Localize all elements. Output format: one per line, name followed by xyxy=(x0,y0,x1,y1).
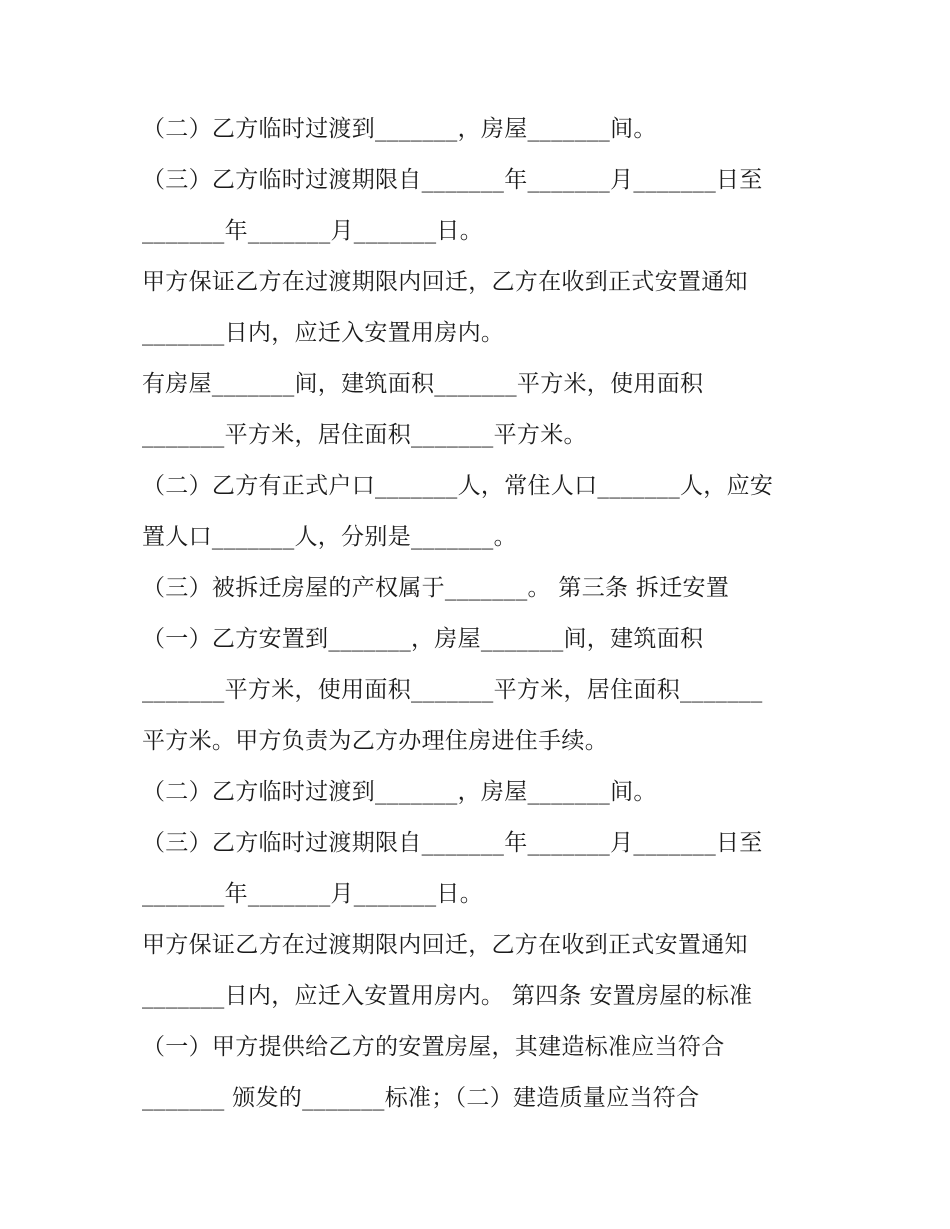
text-line: （二）乙方有正式户口_______人，常住人口_______人，应安 xyxy=(142,473,774,499)
document-body xyxy=(142,104,822,1124)
text-line: _______日内，应迁入安置用房内。 第四条 安置房屋的标准 xyxy=(142,983,753,1009)
text-line: 甲方保证乙方在过渡期限内回迁，乙方在收到正式安置通知 xyxy=(142,269,748,295)
text-line: _______年_______月_______日。 xyxy=(142,218,483,244)
text-line: _______平方米，居住面积_______平方米。 xyxy=(142,422,587,448)
text-line: 置人口_______人，分别是_______。 xyxy=(142,524,517,550)
text-line: _______日内，应迁入安置用房内。 xyxy=(142,320,505,346)
text-line: （二）乙方临时过渡到_______，房屋_______间。 xyxy=(142,779,657,805)
text-line: _______平方米，使用面积_______平方米，居住面积_______ xyxy=(142,677,763,703)
text-line: （三）被拆迁房屋的产权属于_______。 第三条 拆迁安置 xyxy=(142,575,730,601)
text-line: （三）乙方临时过渡期限自_______年_______月_______日至 xyxy=(142,830,763,856)
text-line: （一）甲方提供给乙方的安置房屋，其建造标准应当符合 xyxy=(142,1034,725,1060)
text-line: （二）乙方临时过渡到_______，房屋_______间。 xyxy=(142,116,657,142)
text-line: （三）乙方临时过渡期限自_______年_______月_______日至 xyxy=(142,167,763,193)
text-line: （一）乙方安置到_______，房屋_______间，建筑面积 xyxy=(142,626,704,652)
text-line: _______年_______月_______日。 xyxy=(142,881,483,907)
text-line: 平方米。甲方负责为乙方办理住房进住手续。 xyxy=(142,728,608,754)
text-line: 有房屋_______间，建筑面积_______平方米，使用面积 xyxy=(142,371,704,397)
text-line: 甲方保证乙方在过渡期限内回迁，乙方在收到正式安置通知 xyxy=(142,932,748,958)
text-line: _______ 颁发的_______标准；（二）建造质量应当符合 xyxy=(142,1085,700,1111)
